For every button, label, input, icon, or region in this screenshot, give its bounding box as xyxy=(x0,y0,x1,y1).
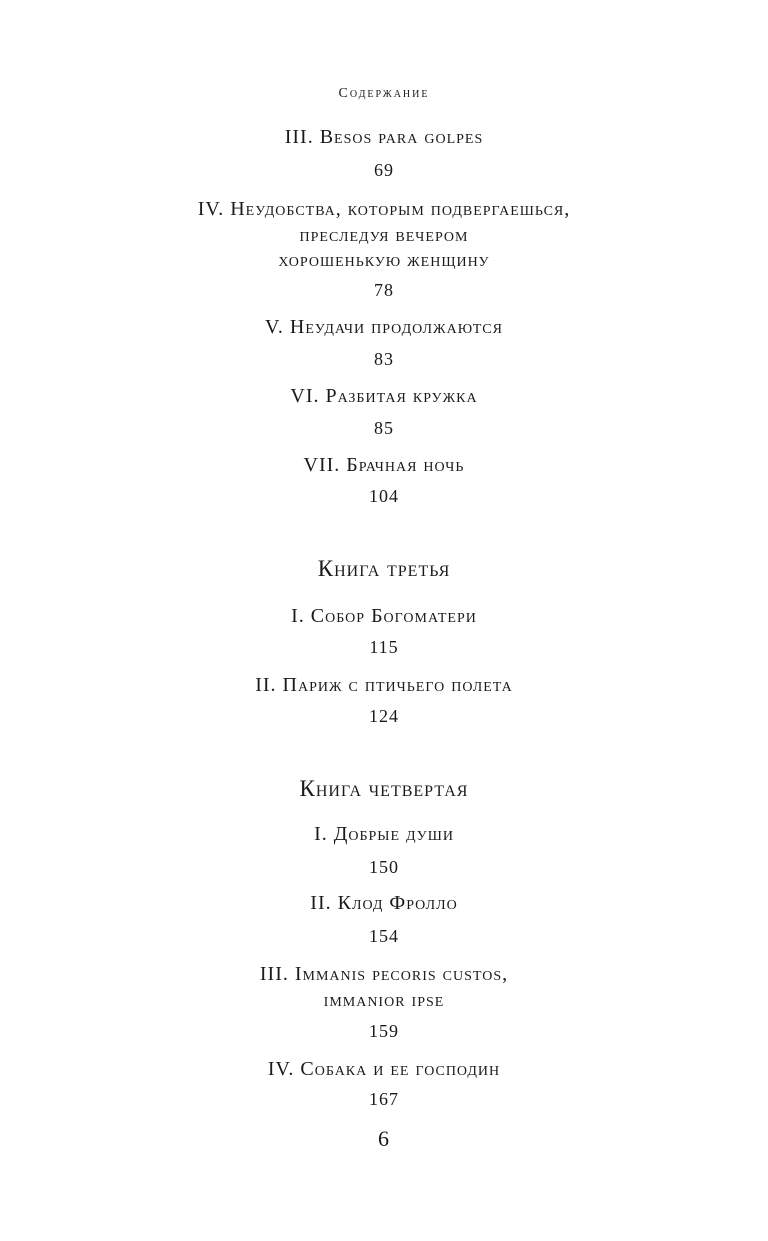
toc-entry-page: 69 xyxy=(374,160,394,180)
toc-entry-page: 154 xyxy=(369,926,399,946)
book-heading: Книга четвертая xyxy=(299,776,469,801)
toc-entry-page: 85 xyxy=(374,418,394,438)
toc-entry-title-cont: преследуя вечером xyxy=(299,224,469,246)
toc-entry-page: 115 xyxy=(369,637,399,657)
toc-entry-title: II. Париж с птичьего полета xyxy=(255,674,513,696)
toc-entry-page: 83 xyxy=(374,349,394,369)
book-heading: Книга третья xyxy=(317,556,451,581)
toc-entry-title: II. Клод Фролло xyxy=(310,892,458,914)
page-number: 6 xyxy=(378,1126,390,1151)
toc-entry-title-cont: хорошенькую женщину xyxy=(278,249,490,271)
toc-entry-title: IV. Собака и ее господин xyxy=(267,1058,501,1080)
toc-entry-title: IV. Неудобства, которым подвергаешься, xyxy=(197,198,571,220)
toc-entry-title: III. Immanis pecoris custos, xyxy=(259,963,509,985)
toc-entry-page: 124 xyxy=(369,706,399,726)
toc-entry-page: 150 xyxy=(369,857,399,877)
toc-entry-title: V. Неудачи продолжаются xyxy=(265,316,503,338)
toc-entry-title: I. Добрые души xyxy=(314,823,454,845)
toc-entry-title: VI. Разбитая кружка xyxy=(290,385,478,407)
toc-entry-page: 104 xyxy=(369,486,399,506)
running-header: Содержание xyxy=(338,86,430,101)
toc-entry-page: 159 xyxy=(369,1021,399,1041)
toc-entry-title: III. Besos para golpes xyxy=(284,126,484,148)
toc-entry-title-cont: immanior ipse xyxy=(323,989,445,1011)
toc-entry-page: 78 xyxy=(374,280,394,300)
toc-entry-title: I. Собор Богоматери xyxy=(291,605,477,627)
toc-entry-title: VII. Брачная ночь xyxy=(303,454,465,476)
toc-entry-page: 167 xyxy=(369,1089,399,1109)
